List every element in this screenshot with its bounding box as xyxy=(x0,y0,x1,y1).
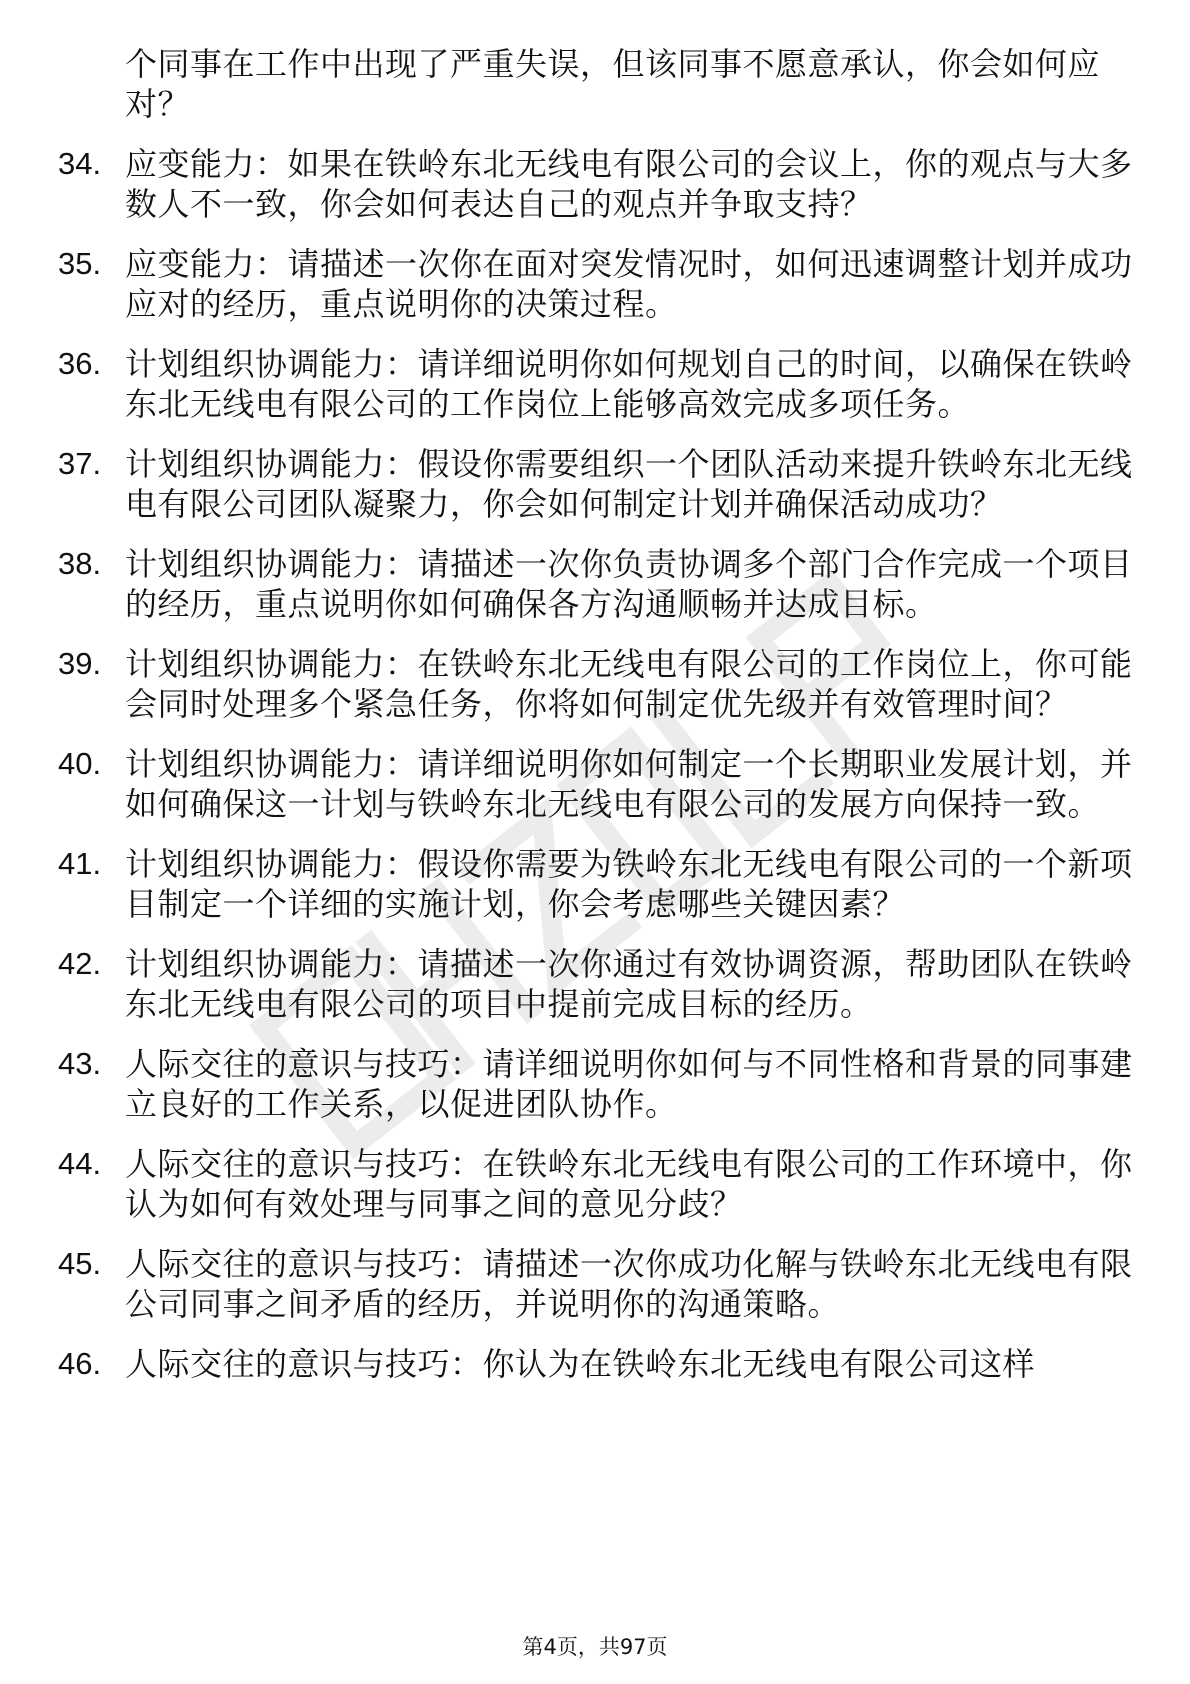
question-number: 34. xyxy=(58,146,102,181)
question-item xyxy=(58,1044,1138,1124)
question-text: 应变能力：请描述一次你在面对突发情况时，如何迅速调整计划并成功应对的经历，重点说明你的决策过程。 xyxy=(125,245,1133,323)
continuation-text: 个同事在工作中出现了严重失误，但该同事不愿意承认，你会如何应对？ xyxy=(125,45,1101,123)
question-text: 人际交往的意识与技巧：在铁岭东北无线电有限公司的工作环境中，你认为如何有效处理与同事之间的意见分歧？ xyxy=(125,1145,1133,1223)
question-text: 计划组织协调能力：请描述一次你负责协调多个部门合作完成一个项目的经历，重点说明你如何确保各方沟通顺畅并达成目标。 xyxy=(125,545,1133,623)
question-text: 计划组织协调能力：在铁岭东北无线电有限公司的工作岗位上，你可能会同时处理多个紧急任务，你将如何制定优先级并有效管理时间？ xyxy=(125,645,1133,723)
question-item xyxy=(58,644,1138,724)
question-number: 40. xyxy=(58,746,102,781)
question-item xyxy=(58,1244,1138,1324)
question-item xyxy=(58,544,1138,624)
question-number: 45. xyxy=(58,1246,102,1281)
question-number: 43. xyxy=(58,1046,102,1081)
question-number: 38. xyxy=(58,546,102,581)
question-item xyxy=(58,844,1138,924)
question-item xyxy=(58,144,1138,224)
question-item xyxy=(58,744,1138,824)
question-item xyxy=(58,344,1138,424)
question-item xyxy=(58,444,1138,524)
question-item xyxy=(58,1344,1138,1384)
question-list xyxy=(58,44,1138,1404)
question-text: 计划组织协调能力：请描述一次你通过有效协调资源，帮助团队在铁岭东北无线电有限公司的项目中提前完成目标的经历。 xyxy=(125,945,1133,1023)
question-number: 42. xyxy=(58,946,102,981)
question-text: 应变能力：如果在铁岭东北无线电有限公司的会议上，你的观点与大多数人不一致，你会如何表达自己的观点并争取支持？ xyxy=(125,145,1133,223)
page-footer: 第4页，共97页 xyxy=(522,1635,668,1659)
question-number: 36. xyxy=(58,346,102,381)
question-number: 37. xyxy=(58,446,102,481)
question-number: 41. xyxy=(58,846,102,881)
question-text: 人际交往的意识与技巧：请描述一次你成功化解与铁岭东北无线电有限公司同事之间矛盾的经历，并说明你的沟通策略。 xyxy=(125,1245,1133,1323)
question-text: 计划组织协调能力：请详细说明你如何制定一个长期职业发展计划，并如何确保这一计划与铁岭东北无线电有限公司的发展方向保持一致。 xyxy=(125,745,1133,823)
question-number: 35. xyxy=(58,246,102,281)
question-text: 计划组织协调能力：假设你需要为铁岭东北无线电有限公司的一个新项目制定一个详细的实施计划，你会考虑哪些关键因素？ xyxy=(125,845,1133,923)
question-item xyxy=(58,244,1138,324)
question-text: 人际交往的意识与技巧：请详细说明你如何与不同性格和背景的同事建立良好的工作关系，以促进团队协作。 xyxy=(125,1045,1133,1123)
question-number: 46. xyxy=(58,1346,102,1381)
question-item xyxy=(58,1144,1138,1224)
question-number: 44. xyxy=(58,1146,102,1181)
question-item xyxy=(58,944,1138,1024)
question-number: 39. xyxy=(58,646,102,681)
question-text: 人际交往的意识与技巧：你认为在铁岭东北无线电有限公司这样 xyxy=(125,1345,1036,1383)
question-text: 计划组织协调能力：请详细说明你如何规划自己的时间，以确保在铁岭东北无线电有限公司的工作岗位上能够高效完成多项任务。 xyxy=(125,345,1133,423)
question-text: 计划组织协调能力：假设你需要组织一个团队活动来提升铁岭东北无线电有限公司团队凝聚力，你会如何制定计划并确保活动成功？ xyxy=(125,445,1133,523)
